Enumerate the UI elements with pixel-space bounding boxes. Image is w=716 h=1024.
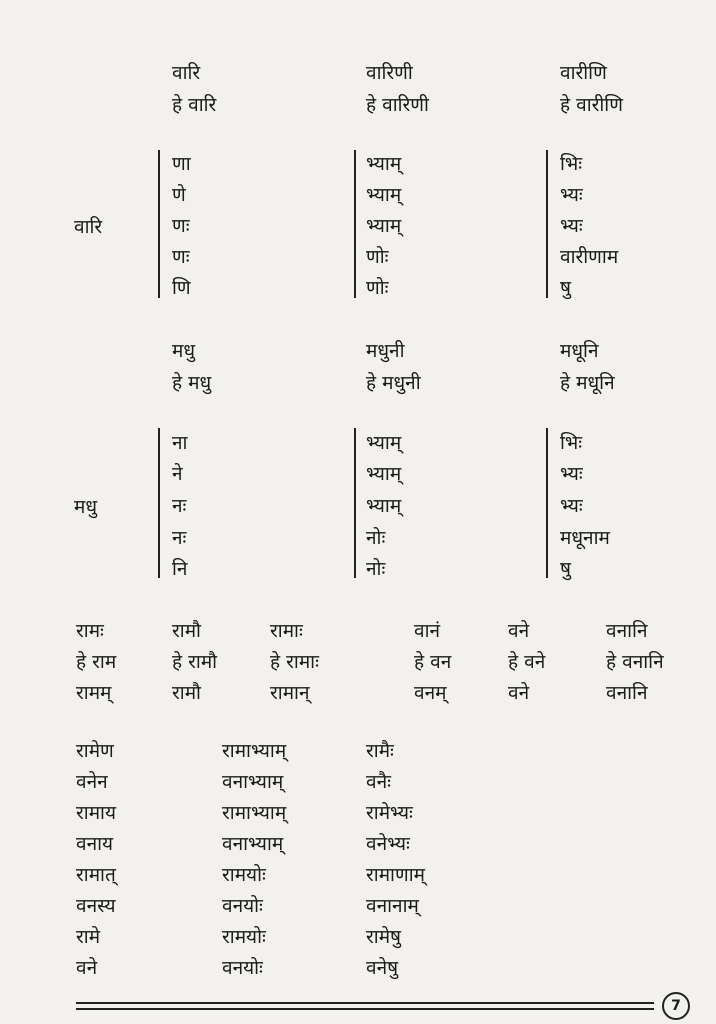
table-cell: रामान् xyxy=(270,682,310,704)
table-cell: वानं xyxy=(414,620,441,642)
list-item: वनयोः xyxy=(222,957,263,979)
madhu-nom-plural: मधूनि xyxy=(560,340,599,362)
list-item: वनाभ्याम् xyxy=(222,771,284,793)
footer-rule-bottom xyxy=(76,1008,654,1010)
vari-ending: णि xyxy=(172,277,191,299)
vari-nom-singular: वारि xyxy=(172,62,201,84)
vari-ending: भ्याम् xyxy=(366,153,402,175)
list-item: वनेषु xyxy=(366,957,399,979)
table-cell: रामौ xyxy=(172,620,201,642)
list-item: रामेण xyxy=(76,740,114,762)
vari-ending: वारीणाम xyxy=(560,246,619,268)
madhu-voc-plural: हे मधूनि xyxy=(560,372,615,394)
table-cell: हे रामौ xyxy=(172,651,218,673)
list-item: वनैः xyxy=(366,771,391,793)
madhu-ending: ना xyxy=(172,432,188,454)
vari-ending: णः xyxy=(172,246,190,268)
madhu-bracket-2 xyxy=(354,428,356,578)
list-item: रामाणाम् xyxy=(366,864,425,886)
vari-nom-plural: वारीणि xyxy=(560,62,607,84)
list-item: वनेभ्यः xyxy=(366,833,410,855)
table-cell: हे वनानि xyxy=(606,651,664,673)
table-cell: वनानि xyxy=(606,682,648,704)
madhu-ending: ने xyxy=(172,463,183,485)
table-cell: वनानि xyxy=(606,620,648,642)
list-item: वनाय xyxy=(76,833,114,855)
table-cell: रामौ xyxy=(172,682,201,704)
table-cell: वने xyxy=(508,682,530,704)
list-item: रामैः xyxy=(366,740,394,762)
madhu-bracket-1 xyxy=(158,428,160,578)
madhu-nom-dual: मधुनी xyxy=(366,340,405,362)
madhu-nom-singular: मधु xyxy=(172,340,196,362)
vari-bracket-3 xyxy=(546,150,548,298)
vari-ending: षु xyxy=(560,277,571,299)
madhu-bracket-3 xyxy=(546,428,548,578)
vari-voc-dual: हे वारिणी xyxy=(366,94,429,116)
madhu-ending: नि xyxy=(172,558,188,580)
vari-stem-label: वारि xyxy=(74,216,103,238)
table-cell: हे वन xyxy=(414,651,452,673)
vari-ending: णे xyxy=(172,184,186,206)
madhu-voc-dual: हे मधुनी xyxy=(366,372,421,394)
vari-voc-singular: हे वारि xyxy=(172,94,217,116)
list-item: रामात् xyxy=(76,864,116,886)
list-item: रामेषु xyxy=(366,926,402,948)
list-item: वनेन xyxy=(76,771,108,793)
table-cell: रामः xyxy=(76,620,104,642)
vari-nom-dual: वारिणी xyxy=(366,62,413,84)
madhu-ending: नोः xyxy=(366,558,386,580)
list-item: रामयोः xyxy=(222,864,266,886)
madhu-ending: षु xyxy=(560,558,571,580)
madhu-ending: नः xyxy=(172,495,187,517)
table-cell: वने xyxy=(508,620,530,642)
list-item: वनाभ्याम् xyxy=(222,833,284,855)
vari-ending: णः xyxy=(172,215,190,237)
table-cell: रामाः xyxy=(270,620,303,642)
vari-ending: णोः xyxy=(366,277,389,299)
footer-rule-top xyxy=(76,1002,654,1004)
table-cell: हे वने xyxy=(508,651,546,673)
list-item: रामाभ्याम् xyxy=(222,740,287,762)
page-number: 7 xyxy=(662,992,690,1020)
madhu-ending: भ्याम् xyxy=(366,432,402,454)
table-cell: वनम् xyxy=(414,682,447,704)
madhu-ending: नः xyxy=(172,527,187,549)
list-item: वने xyxy=(76,957,98,979)
vari-bracket-1 xyxy=(158,150,160,298)
vari-ending: णोः xyxy=(366,246,389,268)
vari-ending: भ्याम् xyxy=(366,215,402,237)
vari-voc-plural: हे वारीणि xyxy=(560,94,623,116)
vari-ending: भ्याम् xyxy=(366,184,402,206)
madhu-ending: भ्याम् xyxy=(366,495,402,517)
list-item: रामाय xyxy=(76,802,116,824)
vari-bracket-2 xyxy=(354,150,356,298)
madhu-ending: भ्यः xyxy=(560,495,583,517)
list-item: रामाभ्याम् xyxy=(222,802,287,824)
madhu-ending: भ्याम् xyxy=(366,463,402,485)
madhu-ending: नोः xyxy=(366,527,386,549)
vari-ending: भ्यः xyxy=(560,184,583,206)
madhu-ending: मधूनाम xyxy=(560,527,610,549)
list-item: रामयोः xyxy=(222,926,266,948)
madhu-ending: भ्यः xyxy=(560,463,583,485)
madhu-voc-singular: हे मधु xyxy=(172,372,212,394)
list-item: रामे xyxy=(76,926,101,948)
list-item: वनयोः xyxy=(222,895,263,917)
list-item: वनस्य xyxy=(76,895,116,917)
list-item: रामेभ्यः xyxy=(366,802,413,824)
table-cell: रामम् xyxy=(76,682,112,704)
madhu-stem-label: मधु xyxy=(74,496,98,518)
vari-ending: भिः xyxy=(560,153,583,175)
list-item: वनानाम् xyxy=(366,895,419,917)
madhu-ending: भिः xyxy=(560,432,583,454)
vari-ending: भ्यः xyxy=(560,215,583,237)
table-cell: हे राम xyxy=(76,651,117,673)
vari-ending: णा xyxy=(172,153,191,175)
table-cell: हे रामाः xyxy=(270,651,319,673)
